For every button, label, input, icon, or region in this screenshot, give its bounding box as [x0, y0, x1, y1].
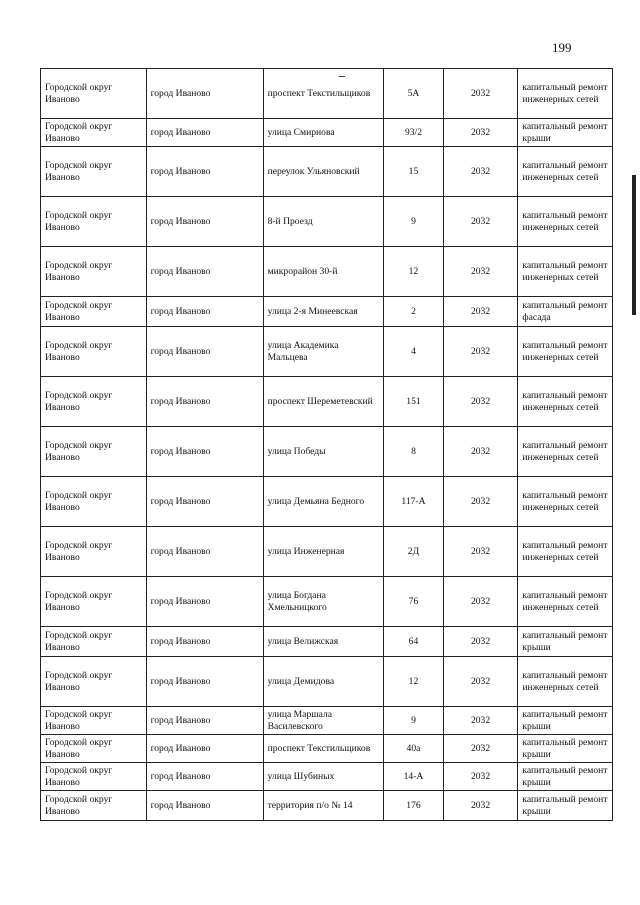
cell-street: проспект Текстильщиков	[263, 69, 384, 119]
cell-work: капитальный ремонт инженерных сетей	[518, 377, 613, 427]
cell-house: 8	[384, 427, 443, 477]
cell-work: капитальный ремонт крыши	[518, 763, 613, 791]
cell-city: город Иваново	[146, 147, 263, 197]
cell-city: город Иваново	[146, 657, 263, 707]
cell-city: город Иваново	[146, 627, 263, 657]
cell-house: 151	[384, 377, 443, 427]
cell-okrug: Городской округ Иваново	[41, 577, 147, 627]
cell-year: 2032	[443, 147, 518, 197]
table-row	[41, 377, 613, 427]
cell-okrug: Городской округ Иваново	[41, 627, 147, 657]
cell-work: капитальный ремонт фасада	[518, 297, 613, 327]
table-row	[41, 247, 613, 297]
table-row	[41, 477, 613, 527]
registry-table	[40, 68, 613, 821]
cell-okrug: Городской округ Иваново	[41, 763, 147, 791]
cell-work: капитальный ремонт инженерных сетей	[518, 197, 613, 247]
cell-okrug: Городской округ Иваново	[41, 657, 147, 707]
cell-house: 40а	[384, 735, 443, 763]
cell-year: 2032	[443, 627, 518, 657]
cell-city: город Иваново	[146, 527, 263, 577]
cell-house: 93/2	[384, 119, 443, 147]
cell-okrug: Городской округ Иваново	[41, 735, 147, 763]
scan-artifact-bar	[632, 175, 636, 315]
cell-house: 176	[384, 791, 443, 821]
cell-city: город Иваново	[146, 707, 263, 735]
table-row	[41, 657, 613, 707]
cell-work: капитальный ремонт инженерных сетей	[518, 327, 613, 377]
cell-street: улица Демьяна Бедного	[263, 477, 384, 527]
cell-year: 2032	[443, 119, 518, 147]
cell-work: капитальный ремонт крыши	[518, 119, 613, 147]
page-number: 199	[552, 40, 572, 55]
cell-city: город Иваново	[146, 577, 263, 627]
cell-street: 8-й Проезд	[263, 197, 384, 247]
cell-house: 15	[384, 147, 443, 197]
cell-street: проспект Текстильщиков	[263, 735, 384, 763]
table-row	[41, 119, 613, 147]
cell-year: 2032	[443, 427, 518, 477]
cell-work: капитальный ремонт инженерных сетей	[518, 247, 613, 297]
cell-house: 64	[384, 627, 443, 657]
cell-work: капитальный ремонт инженерных сетей	[518, 657, 613, 707]
cell-work: капитальный ремонт инженерных сетей	[518, 427, 613, 477]
cell-year: 2032	[443, 477, 518, 527]
cell-street: микрорайон 30-й	[263, 247, 384, 297]
table-row	[41, 427, 613, 477]
cell-year: 2032	[443, 327, 518, 377]
cell-street: улица Смирнова	[263, 119, 384, 147]
cell-house: 2Д	[384, 527, 443, 577]
cell-okrug: Городской округ Иваново	[41, 119, 147, 147]
cell-work: капитальный ремонт крыши	[518, 627, 613, 657]
cell-street: территория п/о № 14	[263, 791, 384, 821]
cell-okrug: Городской округ Иваново	[41, 147, 147, 197]
cell-city: город Иваново	[146, 69, 263, 119]
cell-city: город Иваново	[146, 197, 263, 247]
cell-street: улица Богдана Хмельницкого	[263, 577, 384, 627]
cell-city: город Иваново	[146, 327, 263, 377]
cell-okrug: Городской округ Иваново	[41, 247, 147, 297]
table-row	[41, 197, 613, 247]
cell-city: город Иваново	[146, 377, 263, 427]
cell-street: проспект Шереметевский	[263, 377, 384, 427]
cell-street: улица Победы	[263, 427, 384, 477]
cell-year: 2032	[443, 197, 518, 247]
table-row	[41, 627, 613, 657]
cell-city: город Иваново	[146, 247, 263, 297]
cell-house: 2	[384, 297, 443, 327]
cell-okrug: Городской округ Иваново	[41, 297, 147, 327]
cell-year: 2032	[443, 527, 518, 577]
cell-house: 12	[384, 247, 443, 297]
cell-year: 2032	[443, 577, 518, 627]
cell-work: капитальный ремонт крыши	[518, 707, 613, 735]
cell-year: 2032	[443, 247, 518, 297]
cell-city: город Иваново	[146, 427, 263, 477]
cell-okrug: Городской округ Иваново	[41, 69, 147, 119]
cell-house: 76	[384, 577, 443, 627]
table-row	[41, 69, 613, 119]
cell-house: 9	[384, 707, 443, 735]
cell-okrug: Городской округ Иваново	[41, 791, 147, 821]
cell-year: 2032	[443, 657, 518, 707]
cell-city: город Иваново	[146, 297, 263, 327]
table-row	[41, 791, 613, 821]
cell-city: город Иваново	[146, 791, 263, 821]
cell-city: город Иваново	[146, 763, 263, 791]
cell-work: капитальный ремонт крыши	[518, 735, 613, 763]
cell-okrug: Городской округ Иваново	[41, 477, 147, 527]
cell-street: улица Шубиных	[263, 763, 384, 791]
cell-okrug: Городской округ Иваново	[41, 707, 147, 735]
table-row	[41, 763, 613, 791]
cell-house: 14-А	[384, 763, 443, 791]
cell-house: 12	[384, 657, 443, 707]
cell-okrug: Городской округ Иваново	[41, 527, 147, 577]
table-row	[41, 527, 613, 577]
cell-year: 2032	[443, 763, 518, 791]
cell-street: улица Академика Мальцева	[263, 327, 384, 377]
cell-street: переулок Ульяновский	[263, 147, 384, 197]
cell-okrug: Городской округ Иваново	[41, 197, 147, 247]
cell-house: 5А	[384, 69, 443, 119]
table-row	[41, 147, 613, 197]
table-row	[41, 707, 613, 735]
cell-work: капитальный ремонт инженерных сетей	[518, 527, 613, 577]
cell-city: город Иваново	[146, 735, 263, 763]
cell-city: город Иваново	[146, 477, 263, 527]
cell-year: 2032	[443, 69, 518, 119]
cell-work: капитальный ремонт инженерных сетей	[518, 577, 613, 627]
cell-year: 2032	[443, 735, 518, 763]
cell-street: улица Демидова	[263, 657, 384, 707]
cell-house: 4	[384, 327, 443, 377]
table-row	[41, 297, 613, 327]
cell-house: 117-А	[384, 477, 443, 527]
cell-street: улица Велижская	[263, 627, 384, 657]
cell-house: 9	[384, 197, 443, 247]
cell-year: 2032	[443, 377, 518, 427]
cell-street: улица Маршала Василевского	[263, 707, 384, 735]
cell-work: капитальный ремонт инженерных сетей	[518, 147, 613, 197]
table-row	[41, 577, 613, 627]
cell-work: капитальный ремонт инженерных сетей	[518, 69, 613, 119]
cell-work: капитальный ремонт инженерных сетей	[518, 477, 613, 527]
table-row	[41, 327, 613, 377]
cell-okrug: Городской округ Иваново	[41, 377, 147, 427]
cell-street: улица 2-я Минеевская	[263, 297, 384, 327]
cell-street: улица Инженерная	[263, 527, 384, 577]
table-row	[41, 735, 613, 763]
cell-year: 2032	[443, 297, 518, 327]
cell-work: капитальный ремонт крыши	[518, 791, 613, 821]
cell-year: 2032	[443, 791, 518, 821]
cell-year: 2032	[443, 707, 518, 735]
cell-okrug: Городской округ Иваново	[41, 327, 147, 377]
cell-city: город Иваново	[146, 119, 263, 147]
cell-okrug: Городской округ Иваново	[41, 427, 147, 477]
